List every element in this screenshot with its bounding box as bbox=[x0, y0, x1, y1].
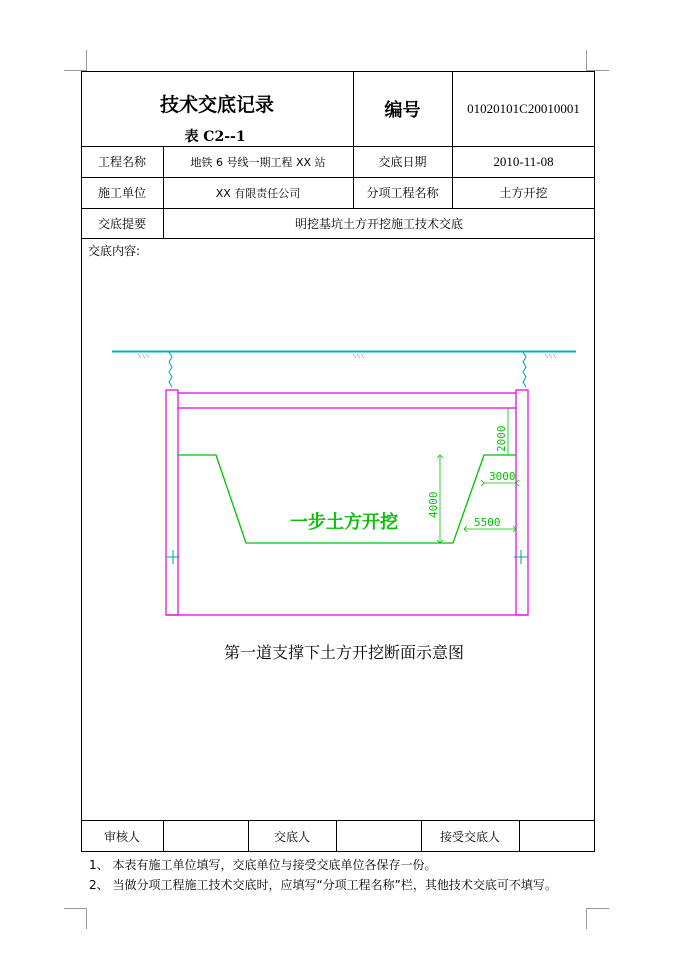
dim-4000-label: 4000 bbox=[427, 491, 440, 518]
receiver-signature-field[interactable] bbox=[520, 821, 594, 851]
subproject-value: 土方开挖 bbox=[499, 186, 548, 200]
footnote-2: 2、 当做分项工程施工技术交底时，应填写“分项工程名称”栏，其他技术交底可不填写。 bbox=[89, 878, 557, 892]
receiver-label: 接受交底人 bbox=[439, 829, 500, 844]
contractor-label: 施工单位 bbox=[97, 186, 146, 200]
reviewer-label: 审核人 bbox=[103, 829, 140, 844]
discloser-signature-field[interactable] bbox=[337, 821, 420, 851]
subproject-label: 分项工程名称 bbox=[366, 186, 439, 200]
pile-left bbox=[169, 352, 172, 387]
drawing-caption: 第一道支撑下土方开挖断面示意图 bbox=[223, 643, 464, 662]
content-label: 交底内容: bbox=[88, 244, 141, 258]
excavation-step-label: 一步土方开挖 bbox=[290, 512, 398, 533]
contractor-value: XX 有限责任公司 bbox=[215, 186, 301, 200]
summary-value: 明挖基坑土方开挖施工技术交底 bbox=[294, 216, 463, 231]
date-value: 2010-11-08 bbox=[493, 153, 554, 169]
page-title: 技术交底记录 bbox=[159, 93, 274, 116]
number-label: 编号 bbox=[384, 99, 421, 121]
retaining-structure bbox=[166, 390, 528, 615]
dim-2000-label: 2000 bbox=[495, 425, 508, 452]
table-number: 表 C2--1 bbox=[184, 129, 246, 145]
project-name-label: 工程名称 bbox=[97, 155, 146, 169]
ground-hatch bbox=[138, 354, 556, 358]
number-value: 01020101C20010001 bbox=[467, 100, 580, 116]
date-label: 交底日期 bbox=[378, 155, 427, 169]
project-name-value: 地铁 6 号线一期工程 XX 站 bbox=[190, 155, 326, 169]
discloser-label: 交底人 bbox=[273, 829, 310, 844]
pile-markers bbox=[166, 550, 528, 564]
summary-label: 交底提要 bbox=[97, 216, 146, 231]
dim-3000-label: 3000 bbox=[489, 470, 516, 483]
pile-right bbox=[523, 352, 526, 387]
footnote-1: 1、 本表有施工单位填写，交底单位与接受交底单位各保存一份。 bbox=[89, 858, 437, 872]
dim-5500-label: 5500 bbox=[474, 516, 501, 529]
reviewer-signature-field[interactable] bbox=[164, 821, 247, 851]
